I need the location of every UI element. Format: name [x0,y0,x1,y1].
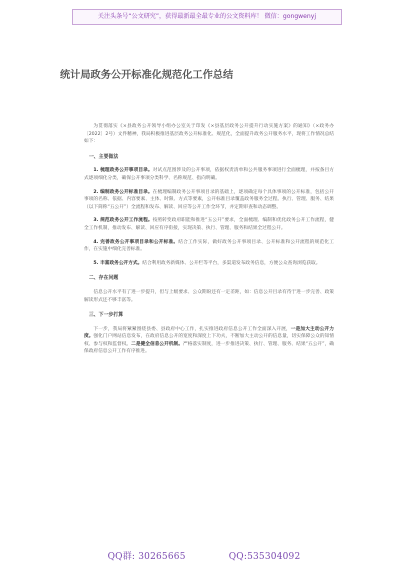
list-item [84,239,334,254]
problem-paragraph: 信息公开水平有了进一步提升，但与上级要求、公众期盼还有一定差距，如：信息公开目录有待于进一步完善、政策解读形式还不够丰富等。 [84,289,334,303]
section-heading-1: 一、主要做法 [88,153,119,160]
qq-number: QQ:535304092 [228,552,301,562]
item-text: 按照转变政府职能和推进“五公开”要求，全面梳理、编制和优化政务公开工作流程，健全工作机制，推动发布、解读、回应有序衔接，实现决策、执行、管理、服务和结果全过程公开。 [84,218,334,231]
plan-lead: 二是健全信息公开机制。 [131,341,183,347]
item-lead: 4. 完善政务公开事项目录和公开标准。 [93,239,179,245]
section-heading-3: 三、下一步打算 [88,312,124,319]
item-lead: 2. 编制政务公开标准目录。 [93,189,153,195]
item-lead: 1. 梳理政务公开事项目录。 [93,168,153,174]
item-text: 在梳理编制政务公开事项目录的基础上，逐项确定每个具体事项的公开标准，包括公开事项的名称、依据、内容要素、主体、时限、方式等要素，公开标准目录覆盖政务服务全过程。执行、管理、服务、结果（以下简称“五公开”）全流程和发布、解读、回应等公开工作全环节，并定期审查和动态调整。 [84,189,334,210]
plan-lead: 一是加大主动公开力度。 [84,326,334,340]
item-text: 对试点范围涉及的公开事项，依据权责清单和公共服务事项进行全面梳理，并按条目方式逐项细化分类，确保公开事项分类科学、名称规范、指向明确。 [84,168,334,181]
list-item [84,189,334,212]
contact-footer [0,549,408,562]
document-title: 统计局政务公开标准化规范化工作总结 [60,70,234,81]
item-lead: 5. 丰富政务公开方式。 [93,260,143,266]
intro-paragraph: 为贯彻落实《×县政务公开领导小组办公室关于印发《×县基层政务公开提升行动实施方案》的通知》（×政务办〔2022〕2号）文件精神，我局积极推进基层政务公开标准化、规范化，全面提升政务公开服务水平，现将工作情况总结如下： [84,124,334,145]
promo-banner: 关注头条号“公文研究”，获得最新最全最专业的公文资料库！ 微信：gongwenyj [72,9,342,25]
plan-paragraph [84,326,334,356]
plan-text: 强化门户网站信息发布，在政府信息公开的宽度和深度上下功夫，不断加大主动公开的信息量，切实保障公众的知情权、参与权和监督权。 [84,334,334,347]
item-lead: 3. 规范政务公开工作流程。 [93,218,153,224]
list-item [84,260,334,268]
plan-text: 下一步，我局将紧紧围绕县委、县政府中心工作，扎实推进政府信息公开工作全面深入开展， [93,326,291,332]
list-item [84,217,334,232]
plan-text: 严格落实制度，进一步推进决策、执行、管理、服务、结果“五公开”，确保政府信息公开工作有序推进。 [84,341,334,355]
document-body [84,123,334,362]
qq-group: QQ群: 30265665 [107,552,186,562]
section-heading-2: 二、存在问题 [88,275,119,282]
list-item [84,167,334,182]
item-text: 结合利用政务新媒体、公开栏等平台，多渠道发布政务信息，方便公众查询浏览获取。 [142,260,321,266]
item-text: 结合工作实际，做好政务公开事项目录、公开标准和公开流程的规范化工作，在实施中细化完善标准。 [84,239,334,253]
